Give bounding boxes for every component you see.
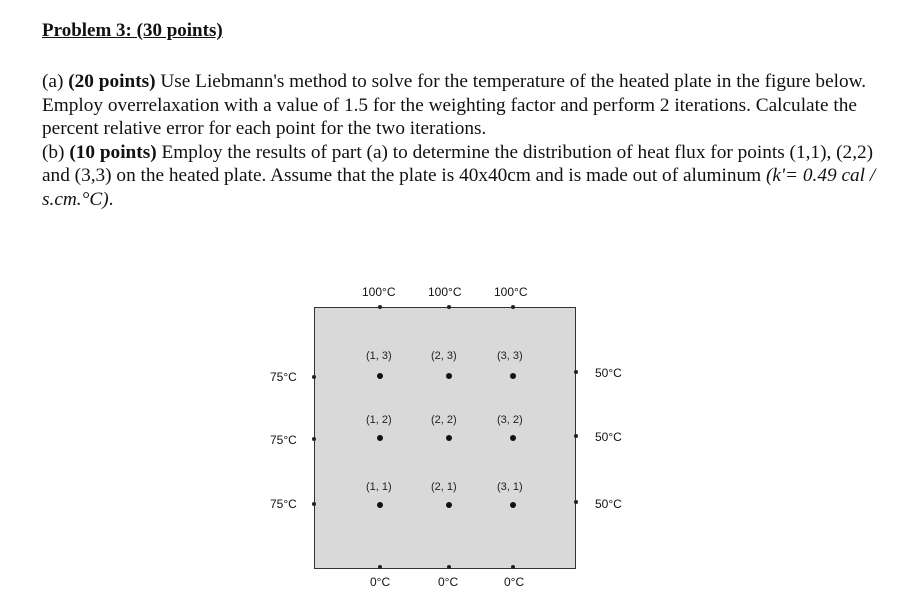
node-label: (2, 3)	[431, 350, 457, 362]
part-a-points: (20 points)	[68, 71, 156, 92]
node-point	[510, 502, 516, 508]
left-boundary-label: 75°C	[270, 497, 297, 511]
boundary-node-marker	[447, 565, 451, 569]
part-b-points: (10 points)	[69, 141, 157, 163]
right-boundary-label: 50°C	[595, 366, 622, 380]
bottom-boundary-label: 0°C	[504, 575, 525, 589]
boundary-node-marker	[574, 500, 578, 504]
boundary-node-marker	[511, 565, 515, 569]
boundary-node-marker	[574, 434, 578, 438]
node-point	[446, 435, 452, 441]
boundary-node-marker	[574, 370, 578, 374]
part-b-text: Employ the results of part (a) to determine the distribution of heat flux for points (1,1), (2,2) and (3,3) on the heated plate. Assume that the plate is 40x40cm and is made out of aluminum	[42, 141, 874, 186]
boundary-node-marker	[378, 305, 382, 309]
left-boundary-label: 75°C	[270, 433, 297, 447]
boundary-node-marker	[378, 565, 382, 569]
node-point	[377, 373, 383, 379]
part-b-end: .	[108, 188, 114, 210]
node-label: (2, 1)	[431, 481, 457, 493]
node-point	[377, 502, 383, 508]
top-boundary-label: 100°C	[428, 285, 462, 299]
boundary-node-marker	[511, 305, 515, 309]
bottom-boundary-label: 0°C	[438, 575, 459, 589]
node-label: (2, 2)	[431, 414, 457, 426]
node-point	[377, 435, 383, 441]
boundary-node-marker	[312, 437, 316, 441]
top-boundary-label: 100°C	[362, 285, 396, 299]
right-boundary-label: 50°C	[595, 497, 622, 511]
right-boundary-label: 50°C	[595, 430, 622, 444]
part-b-prefix: (b)	[42, 141, 70, 163]
node-label: (3, 1)	[497, 481, 523, 493]
top-boundary-label: 100°C	[494, 285, 528, 299]
node-point	[510, 435, 516, 441]
node-label: (1, 2)	[366, 414, 392, 426]
problem-heading: Problem 3: (30 points)	[42, 20, 223, 41]
boundary-node-marker	[312, 502, 316, 506]
left-boundary-label: 75°C	[270, 370, 297, 384]
boundary-node-marker	[447, 305, 451, 309]
bottom-boundary-label: 0°C	[370, 575, 391, 589]
part-a-prefix: (a)	[42, 71, 69, 92]
node-point	[446, 502, 452, 508]
node-label: (3, 2)	[497, 414, 523, 426]
part-a-text: Use Liebmann's method to solve for the temperature of the heated plate in the figure below. Employ overrelaxation with a value of 1.5 for the weighting factor and perform 2 iterations. Calculate the percent relative error for each point for the two iterations.	[42, 71, 867, 139]
node-label: (1, 1)	[366, 481, 392, 493]
conductivity-formula: (k'= 0.49 cal / s.cm.°C)	[42, 165, 876, 210]
node-point	[510, 373, 516, 379]
node-label: (3, 3)	[497, 350, 523, 362]
node-point	[446, 373, 452, 379]
node-label: (1, 3)	[366, 350, 392, 362]
boundary-node-marker	[312, 375, 316, 379]
heated-plate	[314, 307, 576, 569]
